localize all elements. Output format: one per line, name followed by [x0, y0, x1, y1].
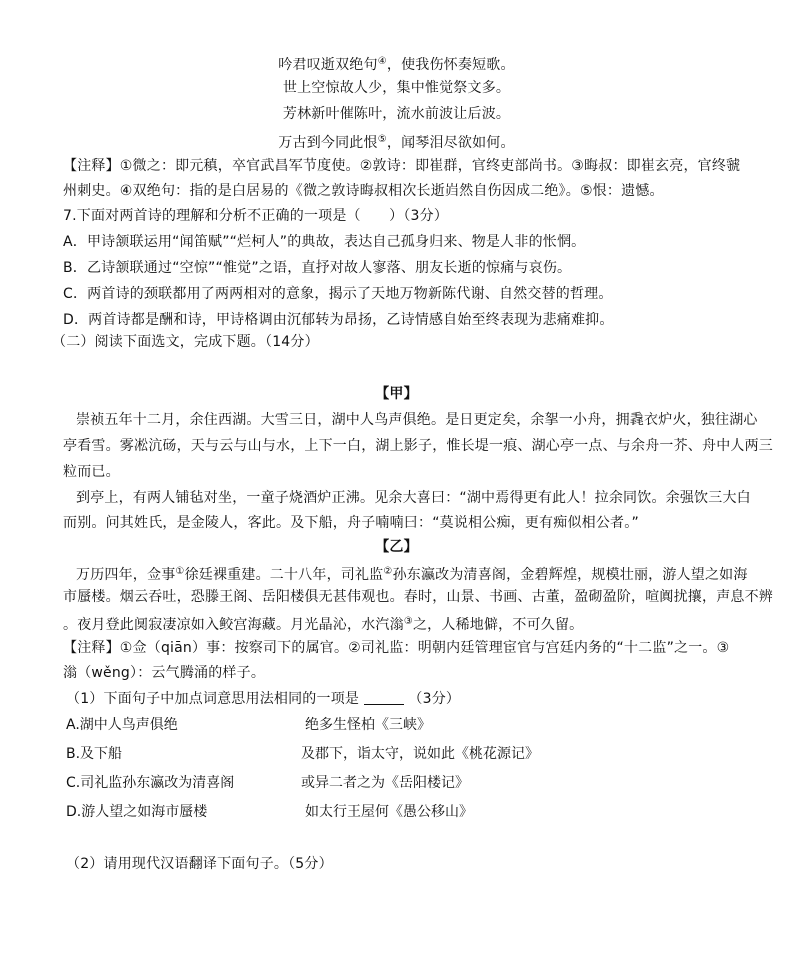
passage-text: 。夜月登此阒寂凄凉如入鲛宫海藏。月光晶沁，水汽滃 [63, 617, 404, 633]
question-7-option-b: B．乙诗颔联通过“空惊”“惟觉”之语，直抒对故人寥落、朋友长逝的惊痛与哀伤。 [63, 260, 572, 276]
note-marker: ④ [377, 56, 387, 67]
annotation-line: 【注释】①佥（qiān）事：按察司下的属官。②司礼监：明朝内廷管理宦官与宫廷内务的“十二监”之一。③ [63, 640, 730, 656]
note-marker: ① [175, 566, 185, 577]
poem-line-4 [0, 130, 793, 153]
annotation-line: 滃（wěng）：云气腾涌的样子。 [63, 665, 266, 681]
passage-text: 徐廷裸重建。二十八年，司礼监 [184, 567, 384, 583]
question-text: （1）下面句子中加点词意思用法相同的一项是 [66, 691, 360, 707]
question-1-stem [66, 689, 460, 709]
passage-jia-title: 【甲】 [375, 386, 418, 402]
note-marker: ⑤ [377, 134, 387, 145]
poem-line-1 [0, 52, 793, 75]
poem-text: 吟君叹逝双绝句 [278, 57, 378, 73]
poem-line-3: 芳林新叶催陈叶，流水前波让后波。 [282, 106, 511, 122]
passage-yi-title: 【乙】 [375, 539, 418, 555]
question-score: （3分） [408, 691, 461, 707]
option-b-left: B.及下船 [66, 746, 123, 762]
passage-yi-line [63, 612, 583, 635]
option-c-left: C.司礼监孙东瀛改为清喜阁 [66, 775, 235, 791]
option-a-right: 绝多生怪柏《三峡》 [305, 717, 431, 733]
poem-text: ，使我伤怀奏短歌。 [386, 57, 515, 73]
poem-text: 万古到今同此恨 [278, 135, 378, 151]
passage-jia-line: 粒而已。 [63, 464, 120, 480]
option-b-right: 及郡下，诣太守，说如此《桃花源记》 [301, 746, 539, 762]
option-c-right: 或异二者之为《岳阳楼记》 [301, 775, 469, 791]
annotation-line: 州刺史。④双绝句：指的是白居易的《微之敦诗晦叔相次长逝岿然自伤因成二绝》。⑤恨：遗憾。 [63, 183, 664, 199]
passage-jia-line: 崇祯五年十二月，余住西湖。大雪三日，湖中人鸟声俱绝。是日更定矣，余挐一小舟，拥毳衣炉火，独往湖心 [76, 412, 758, 428]
question-7-stem: 7.下面对两首诗的理解和分析不正确的一项是（ ）（3分） [63, 208, 449, 224]
note-marker: ③ [403, 616, 413, 627]
passage-yi-line [76, 562, 748, 585]
section-heading: （二）阅读下面选文，完成下题。（14分） [52, 334, 319, 350]
question-2-stem: （2）请用现代汉语翻译下面句子。（5分） [66, 856, 333, 872]
passage-text: 孙东瀛改为清喜阁，金碧辉煌，规模壮丽，游人望之如海 [392, 567, 748, 583]
passage-jia-line: 而别。问其姓氏，是金陵人，客此。及下船，舟子喃喃曰：“莫说相公痴，更有痴似相公者。” [63, 515, 639, 531]
question-7-option-c: C．两首诗的颈联都用了两两相对的意象，揭示了天地万物新陈代谢、自然交替的哲理。 [63, 286, 613, 302]
answer-blank[interactable] [364, 690, 404, 705]
passage-jia-line: 到亭上，有两人铺毡对坐，一童子烧酒炉正沸。见余大喜曰：“湖中焉得更有此人！拉余同饮。余强饮三大白 [76, 490, 751, 506]
annotation-line: 【注释】①微之：即元稹，卒官武昌军节度使。②敦诗：即崔群，官终吏部尚书。③晦叔：即崔玄亮，官终虢 [63, 158, 741, 174]
option-d-right: 如太行王屋何《愚公移山》 [305, 804, 473, 820]
option-d-left: D.游人望之如海市蜃楼 [66, 804, 208, 820]
passage-text: 万历四年，佥事 [76, 567, 176, 583]
poem-line-2: 世上空惊故人少，集中惟觉祭文多。 [282, 80, 511, 96]
passage-text: 之，人稀地僻，不可久留。 [412, 617, 584, 633]
question-7-option-a: A．甲诗颔联运用“闻笛赋”“烂柯人”的典故，表达自己孤身归来、物是人非的怅惘。 [63, 234, 586, 250]
option-a-left: A.湖中人鸟声俱绝 [66, 717, 178, 733]
passage-jia-line: 亭看雪。雾凇沆砀，天与云与山与水，上下一白，湖上影子，惟长堤一痕、湖心亭一点、与余舟一芥、舟中人两三 [63, 438, 773, 454]
note-marker: ② [383, 566, 393, 577]
poem-text: ，闻琴泪尽欲如何。 [386, 135, 515, 151]
question-7-option-d: D．两首诗都是酬和诗，甲诗格调由沉郁转为昂扬，乙诗情感自始至终表现为悲痛难抑。 [63, 312, 614, 328]
passage-yi-line: 市蜃楼。烟云吞吐，恐滕王阁、岳阳楼俱无甚伟观也。春时，山景、书画、古董，盈砌盈阶，喧阗扰攘，声息不辨 [63, 589, 773, 605]
